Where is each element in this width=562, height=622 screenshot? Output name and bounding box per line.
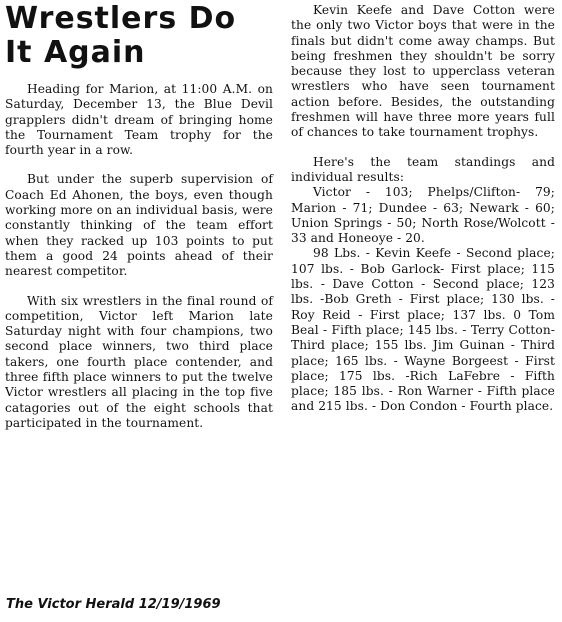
article-paragraph: Kevin Keefe and Dave Cotton were the only two Victor boys that were in the finals but didn't come away champs. But being freshmen they shouldn't be sorry because they lost to upperclass veteran wrestlers who have seen tournament action before. Besides, the outstanding freshmen will have three more years full of chances to take tournament trophys. [291,3,555,140]
article-paragraph: But under the superb supervision of Coach Ed Ahonen, the boys, even though working more on an individual basis, were constantly thinking of the team effort when they racked up 103 points to put them a good 24 points ahead of their nearest competitor. [5,172,273,279]
results-intro: Here's the team standings and individual results: [291,154,555,184]
team-standings: Victor - 103; Phelps/Clifton- 79; Marion - 71; Dundee - 63; Newark - 60; Union Springs - 50; North Rose/Wolcott - 33 and Honeoye - 20. [291,185,555,246]
headline-line-2: It Again [5,35,146,70]
individual-results: 98 Lbs. - Kevin Keefe - Second place; 107 lbs. - Bob Garlock- First place; 115 lbs. - Dave Cotton - Second place; 123 lbs. -Bob Greth - First place; 130 lbs. - Roy Reid - First place; 137 lbs. 0 Tom Beal - Fifth place; 145 lbs. - Terry Cotton- Third place; 155 lbs. Jim Guinan - Third place; 165 lbs. - Wayne Borgeest - First place; 175 lbs. -Rich LaFebre - Fifth place; 185 lbs. - Ron Warner - Fifth place and 215 lbs. - Don Condon - Fourth place. [291,246,555,414]
left-column [5,0,273,445]
article-paragraph: With six wrestlers in the final round of competition, Victor left Marion late Saturday night with four champions, two second place winners, two third place takers, one fourth place contender, and three fifth place winners to put the twelve Victor wrestlers all placing in the top five catagories out of the eight schools that participated in the tournament. [5,293,273,430]
headline-line-1: Wrestlers Do [5,1,237,36]
source-caption: The Victor Herald 12/19/1969 [6,597,221,612]
headline [5,2,273,70]
article-paragraph: Heading for Marion, at 11:00 A.M. on Saturday, December 13, the Blue Devil grapplers didn't dream of bringing home the Tournament Team trophy for the fourth year in a row. [5,82,273,158]
right-column [291,3,555,415]
